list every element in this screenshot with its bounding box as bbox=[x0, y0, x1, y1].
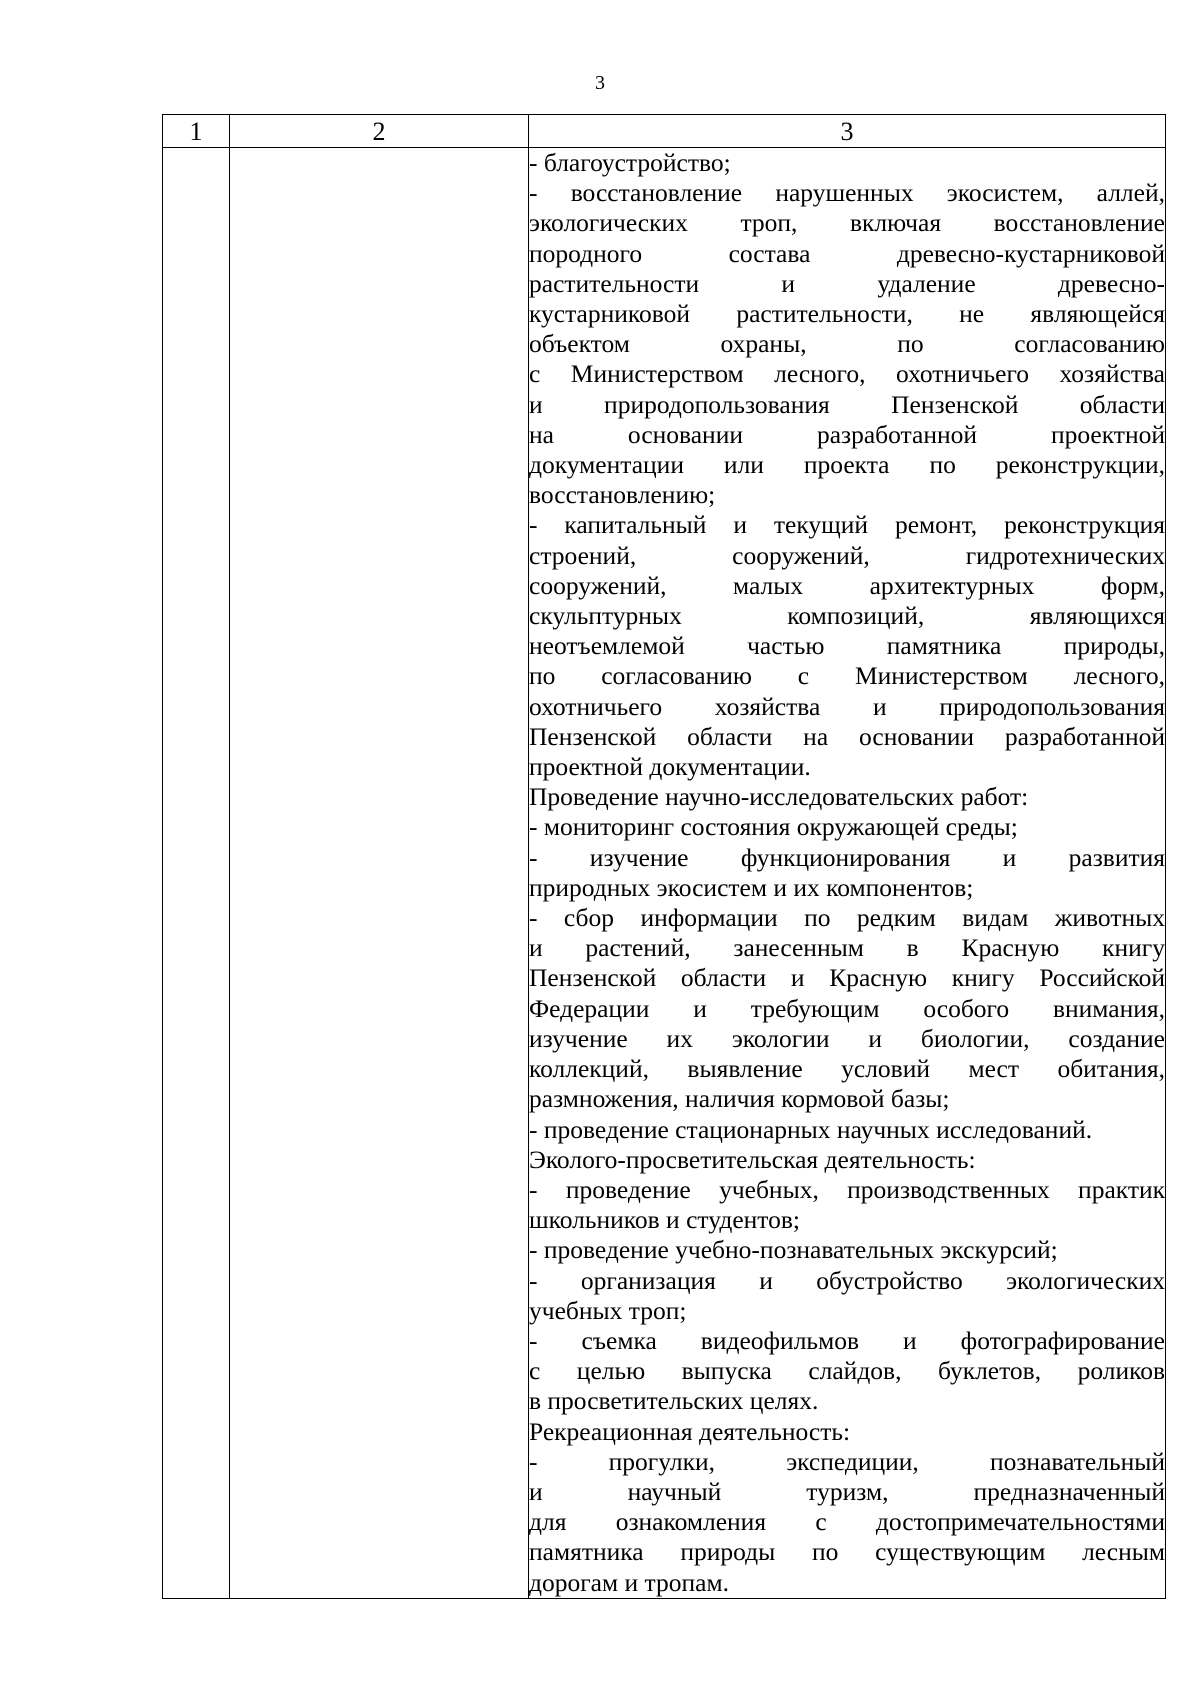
text-line: кустарниковой растительности, не являющейся bbox=[529, 299, 1165, 329]
page-number: 3 bbox=[595, 72, 605, 94]
column-header-1: 1 bbox=[163, 115, 230, 148]
text-line: для ознакомления с достопримечательностями bbox=[529, 1507, 1165, 1537]
text-line: - капитальный и текущий ремонт, реконструкция bbox=[529, 510, 1165, 540]
text-line: сооружений, малых архитектурных форм, bbox=[529, 570, 1165, 600]
text-line: Пензенской области и Красную книгу Российской bbox=[529, 963, 1165, 993]
text-line: - сбор информации по редким видам животных bbox=[529, 903, 1165, 933]
table-cell-col-2 bbox=[230, 148, 529, 1599]
text-line: Эколого-просветительская деятельность: bbox=[529, 1144, 976, 1174]
text-line: по согласованию с Министерством лесного, bbox=[529, 661, 1165, 691]
text-line: Пензенской области на основании разработанной bbox=[529, 721, 1165, 751]
text-line: Рекреационная деятельность: bbox=[529, 1416, 851, 1446]
text-line: - организация и обустройство экологических bbox=[529, 1265, 1165, 1295]
text-line: восстановлению; bbox=[529, 480, 716, 510]
text-line: - мониторинг состояния окружающей среды; bbox=[529, 812, 1018, 842]
text-line: и научный туризм, предназначенный bbox=[529, 1476, 1165, 1506]
text-line: Федерации и требующим особого внимания, bbox=[529, 993, 1165, 1023]
table-header-row bbox=[163, 115, 1166, 148]
text-line: экологических троп, включая восстановление bbox=[529, 208, 1165, 238]
text-line: строений, сооружений, гидротехнических bbox=[529, 540, 1165, 570]
column-header-2: 2 bbox=[230, 115, 529, 148]
text-line: школьников и студентов; bbox=[529, 1205, 800, 1235]
text-line: - проведение стационарных научных исследований. bbox=[529, 1114, 1093, 1144]
text-line: коллекций, выявление условий мест обитания, bbox=[529, 1054, 1165, 1084]
table-row bbox=[163, 148, 1166, 1599]
text-line: памятника природы по существующим лесным bbox=[529, 1537, 1165, 1567]
text-line: - изучение функционирования и развития bbox=[529, 842, 1165, 872]
text-line: дорогам и тропам. bbox=[529, 1567, 729, 1597]
text-line: с целью выпуска слайдов, буклетов, роликов bbox=[529, 1356, 1165, 1386]
text-line: - прогулки, экспедиции, познавательный bbox=[529, 1446, 1165, 1476]
text-line: - проведение учебно-познавательных экскурсий; bbox=[529, 1235, 1058, 1265]
text-line: растительности и удаление древесно- bbox=[529, 268, 1165, 298]
text-line: породного состава древесно-кустарниковой bbox=[529, 238, 1165, 268]
text-line: - проведение учебных, производственных практик bbox=[529, 1174, 1165, 1204]
column-header-3: 3 bbox=[529, 115, 1166, 148]
text-line: скульптурных композиций, являющихся bbox=[529, 601, 1165, 631]
text-line: - благоустройство; bbox=[529, 148, 731, 177]
text-line: с Министерством лесного, охотничьего хозяйства bbox=[529, 359, 1165, 389]
table-cell-col-1 bbox=[163, 148, 230, 1599]
text-line: проектной документации. bbox=[529, 752, 811, 782]
text-line: размножения, наличия кормовой базы; bbox=[529, 1084, 950, 1114]
text-line: учебных троп; bbox=[529, 1295, 687, 1325]
text-line: неотъемлемой частью памятника природы, bbox=[529, 631, 1165, 661]
document-table bbox=[162, 114, 1166, 1599]
text-line: и растений, занесенным в Красную книгу bbox=[529, 933, 1165, 963]
text-line: природных экосистем и их компонентов; bbox=[529, 872, 974, 902]
text-line: изучение их экологии и биологии, создание bbox=[529, 1023, 1165, 1053]
text-line: - восстановление нарушенных экосистем, аллей, bbox=[529, 178, 1165, 208]
text-line: документации или проекта по реконструкции, bbox=[529, 450, 1165, 480]
text-line: объектом охраны, по согласованию bbox=[529, 329, 1165, 359]
text-line: и природопользования Пензенской области bbox=[529, 389, 1165, 419]
table-cell-col-3 bbox=[529, 148, 1166, 1599]
text-line: на основании разработанной проектной bbox=[529, 419, 1165, 449]
text-line: охотничьего хозяйства и природопользования bbox=[529, 691, 1165, 721]
text-line: Проведение научно-исследовательских работ: bbox=[529, 782, 1029, 812]
text-line: - съемка видеофильмов и фотографирование bbox=[529, 1325, 1165, 1355]
text-line: в просветительских целях. bbox=[529, 1386, 819, 1416]
